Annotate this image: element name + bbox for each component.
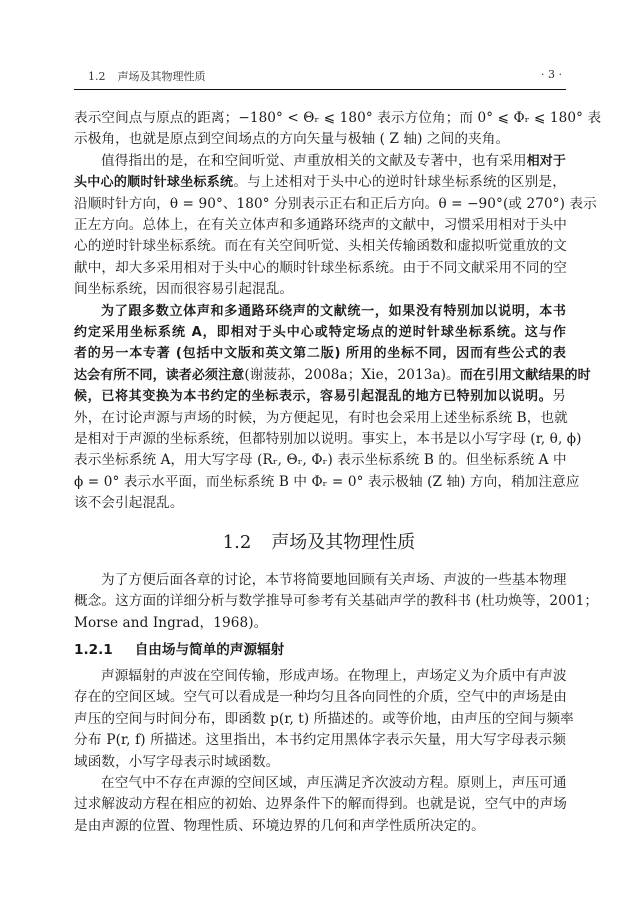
text-run: 外，在讨论声源与声场的时候，为方便起见，有时也会采用上述坐标系统 B，也就 — [74, 409, 568, 426]
text-run: 分布 P(r, f) 所描述。这里指出，本书约定用黑体字表示矢量，用大写字母表示频 — [74, 732, 566, 749]
text-run: 是由声源的位置、物理性质、环境边界的几何和声学性质所决定的。 — [74, 817, 485, 834]
text-line — [74, 343, 566, 363]
text-run: 概念。这方面的详细分析与数学推导可参考有关基础声学的教科书 (杜功焕等，2001； — [74, 593, 599, 610]
text-line — [74, 129, 566, 149]
text-run: 另 — [552, 388, 566, 405]
text-run: 在空气中不存在声源的空间区域，声压满足齐次波动方程。原则上，声压可通 — [101, 775, 567, 791]
text-line — [101, 570, 566, 590]
text-run: ϕ = 0° 表示水平面，而坐标系统 B 中 Φᵣ = 0° 表示极轴 (Z 轴) 方向，稍加注意应 — [74, 473, 580, 490]
text-run: Morse and Ingrad，1968)。 — [74, 614, 268, 631]
text-run: 示极角，也就是原点到空间场点的方向矢量与极轴 ( Z 轴) 之间的夹角。 — [74, 131, 510, 148]
header-rule — [74, 89, 566, 90]
text-line — [74, 450, 566, 470]
text-run: 心的逆时针球坐标系统。而在有关空间听觉、头相关传输函数和虚拟听觉重放的文 — [74, 238, 567, 255]
text-line — [74, 591, 599, 611]
section-title: 声场及其物理性质 — [271, 532, 416, 553]
running-header-section-number: 1.2 — [88, 70, 106, 83]
text-line — [74, 709, 574, 729]
text-run: 存在的空间区域。空气可以看成是一种均匀且各向同性的介质，空气中的声场是由 — [74, 689, 567, 706]
text-line — [74, 408, 566, 428]
text-run: 间坐标系统，因而很容易引起混乱。 — [74, 281, 294, 298]
section-heading — [0, 530, 638, 556]
subsection-title: 自由场与简单的声源辐射 — [134, 642, 285, 658]
text-line — [74, 687, 566, 707]
text-line — [74, 730, 566, 750]
running-header — [74, 68, 566, 84]
text-line — [101, 301, 566, 321]
text-run: 。与上述相对于头中心的逆时针球坐标系统的区别是， — [233, 174, 566, 191]
text-run: (谢菠荪，2008a；Xie，2013a)。 — [244, 366, 460, 383]
text-run: 为了方便后面各章的讨论，本节将简要地回顾有关声场、声波的一些基本物理 — [101, 572, 567, 588]
text-run: 献中，却大多采用相对于头中心的顺时针球坐标系统。由于不同文献采用不同的空 — [74, 259, 567, 276]
text-line — [101, 666, 566, 686]
text-run: 是相对于声源的坐标系统，但都特别加以说明。事实上，本书是以小写字母 (r, θ, ϕ) — [74, 431, 582, 447]
text-line — [74, 816, 566, 836]
text-line — [74, 194, 597, 214]
text-line — [74, 752, 566, 772]
page-number: · 3 · — [541, 68, 562, 81]
text-line — [74, 215, 566, 235]
subsection-number: 1.2.1 — [74, 642, 113, 658]
bold-text: 而在引用文献结果的时 — [459, 367, 591, 383]
bold-text: 候，已将其变换为本书约定的坐标表示，容易引起混乱的地方已特别加以说明。 — [74, 389, 553, 405]
text-run: 声压的空间与时间分布，即函数 p(r, t) 所描述的。或等价地，由声压的空间与频率 — [74, 710, 574, 727]
running-header-section-title: 声场及其物理性质 — [117, 70, 206, 83]
text-run: 表示坐标系统 A，用大写字母 (Rᵣ, Θᵣ, Φᵣ) 表示坐标系统 B 的。但坐标系统 A 中 — [74, 452, 567, 469]
text-line — [74, 493, 566, 513]
text-line — [74, 365, 591, 385]
subsection-heading — [74, 640, 284, 660]
bold-text: 者的另一本专著 (包括中文版和英文第二版) 所用的坐标不同，因而有些公式的表 — [74, 346, 566, 362]
text-line — [74, 108, 602, 128]
text-line — [74, 279, 566, 299]
text-line — [74, 613, 566, 633]
running-header-section — [88, 68, 206, 84]
text-run: 域函数，小写字母表示时域函数。 — [74, 753, 280, 770]
text-line — [74, 322, 566, 342]
section-number: 1.2 — [222, 532, 252, 553]
text-line — [74, 236, 566, 256]
text-run: 值得指出的是，在和空间听觉、声重放相关的文献及专著中，也有采用 — [101, 152, 527, 169]
text-line — [74, 386, 566, 406]
text-line — [74, 472, 580, 492]
text-run: 正左方向。总体上，在有关立体声和多通路环绕声的文献中，习惯采用相对于头中 — [74, 217, 567, 233]
text-line — [74, 172, 566, 192]
text-run: 该不会引起混乱。 — [74, 495, 184, 512]
bold-text: 头中心的顺时针球坐标系统 — [74, 175, 234, 191]
text-run: 表示空间点与原点的距离；−180° < Θᵣ ⩽ 180° 表示方位角；而 0° ⩽ Φᵣ ⩽ 180° 表 — [74, 110, 602, 126]
bold-text: 约定采用坐标系统 A，即相对于头中心或特定场点的逆时针球坐标系统。这与作 — [74, 325, 566, 340]
text-line — [101, 773, 566, 793]
text-line — [74, 794, 566, 814]
text-run: 过求解波动方程在相应的初始、边界条件下的解而得到。也就是说，空气中的声场 — [74, 796, 567, 813]
bold-text: 达会有所不同，读者必须注意 — [74, 367, 245, 383]
bold-text: 为了跟多数立体声和多通路环绕声的文献统一，如果没有特别加以说明，本书 — [101, 303, 566, 319]
text-line — [101, 151, 566, 171]
text-line — [74, 429, 582, 449]
text-run: 沿顺时针方向，θ = 90°、180° 分别表示正右和正后方向。θ = −90°(或 270°) 表示 — [74, 195, 597, 212]
bold-text: 相对于 — [526, 153, 566, 169]
text-run: 声源辐射的声波在空间传输，形成声场。在物理上，声场定义为介质中有声波 — [101, 668, 567, 684]
text-line — [74, 258, 566, 278]
